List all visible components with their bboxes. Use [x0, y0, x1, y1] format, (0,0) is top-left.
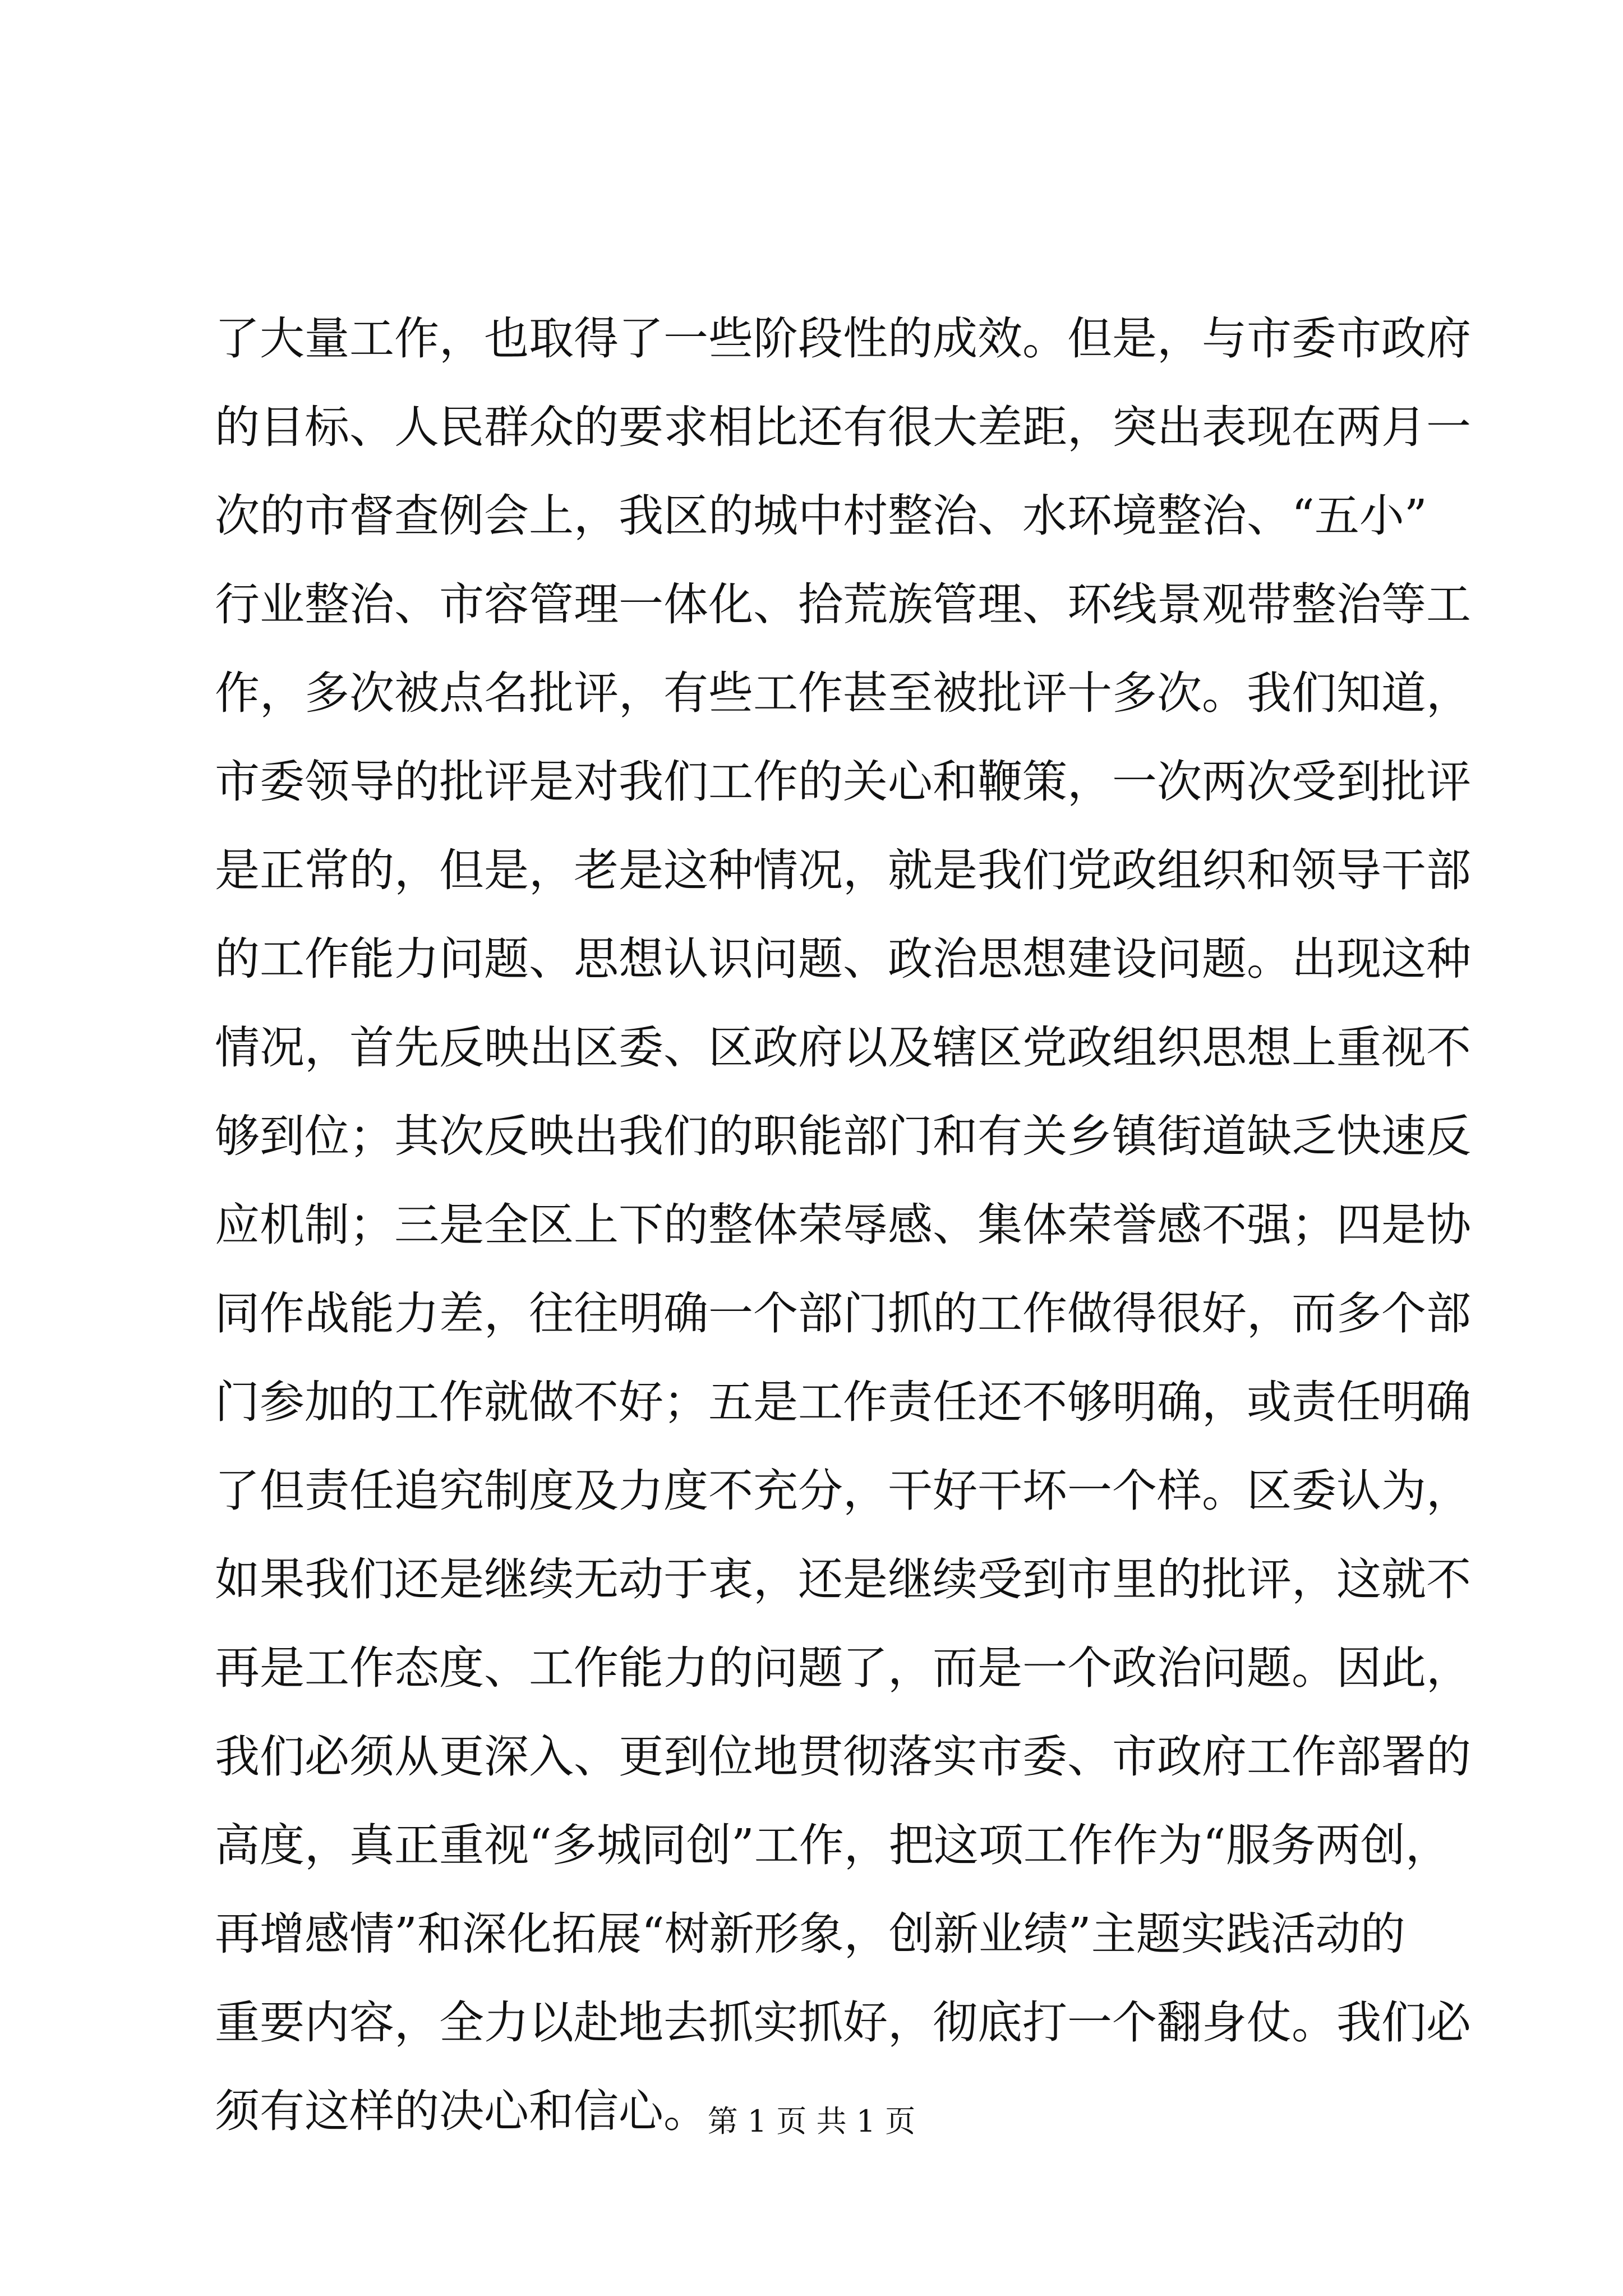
- page-footer: [0, 2099, 1623, 2144]
- text-line: 了大量工作，也取得了一些阶段性的成效。但是，与市委市政府: [215, 312, 1471, 365]
- text-line: 次的市督查例会上，我区的城中村整治、水环境整治、“五小”: [215, 490, 1427, 542]
- text-line: 情况，首先反映出区委、区政府以及辖区党政组织思想上重视不: [215, 1022, 1471, 1074]
- text-line: 够到位；其次反映出我们的职能部门和有关乡镇街道缺乏快速反: [215, 1110, 1471, 1162]
- text-line: 高度，真正重视“多城同创”工作，把这项工作作为“服务两创，: [215, 1819, 1450, 1871]
- text-line: 市委领导的批评是对我们工作的关心和鞭策，一次两次受到批评: [215, 756, 1471, 808]
- text-line: 再增感情”和深化拓展“树新形象，创新业绩”主题实践活动的: [215, 1908, 1405, 1960]
- text-line: 了但责任追究制度及力度不充分，干好干坏一个样。区委认为，: [215, 1465, 1471, 1517]
- text-line: 重要内容，全力以赴地去抓实抓好，彻底打一个翻身仗。我们必: [215, 1996, 1471, 2049]
- page-number-label: 第 1 页 共 1 页: [707, 2104, 916, 2139]
- text-line: 的目标、人民群众的要求相比还有很大差距，突出表现在两月一: [215, 401, 1471, 453]
- text-line: 门参加的工作就做不好；五是工作责任还不够明确，或责任明确: [215, 1376, 1471, 1428]
- body-paragraph: [215, 295, 1471, 2156]
- text-line: 的工作能力问题、思想认识问题、政治思想建设问题。出现这种: [215, 933, 1471, 985]
- text-line: 我们必须从更深入、更到位地贯彻落实市委、市政府工作部署的: [215, 1731, 1471, 1783]
- text-line: 须有这样的决心和信心。: [215, 2085, 708, 2137]
- text-line: 是正常的，但是，老是这种情况，就是我们党政组织和领导干部: [215, 844, 1471, 896]
- text-line: 应机制；三是全区上下的整体荣辱感、集体荣誉感不强；四是协: [215, 1199, 1471, 1251]
- text-line: 作，多次被点名批评，有些工作甚至被批评十多次。我们知道，: [215, 667, 1471, 719]
- text-line: 行业整治、市容管理一体化、拾荒族管理、环线景观带整治等工: [215, 578, 1471, 631]
- text-line: 如果我们还是继续无动于衷，还是继续受到市里的批评，这就不: [215, 1553, 1471, 1605]
- text-line: 同作战能力差，往往明确一个部门抓的工作做得很好，而多个部: [215, 1287, 1471, 1340]
- text-line: 再是工作态度、工作能力的问题了，而是一个政治问题。因此，: [215, 1642, 1471, 1694]
